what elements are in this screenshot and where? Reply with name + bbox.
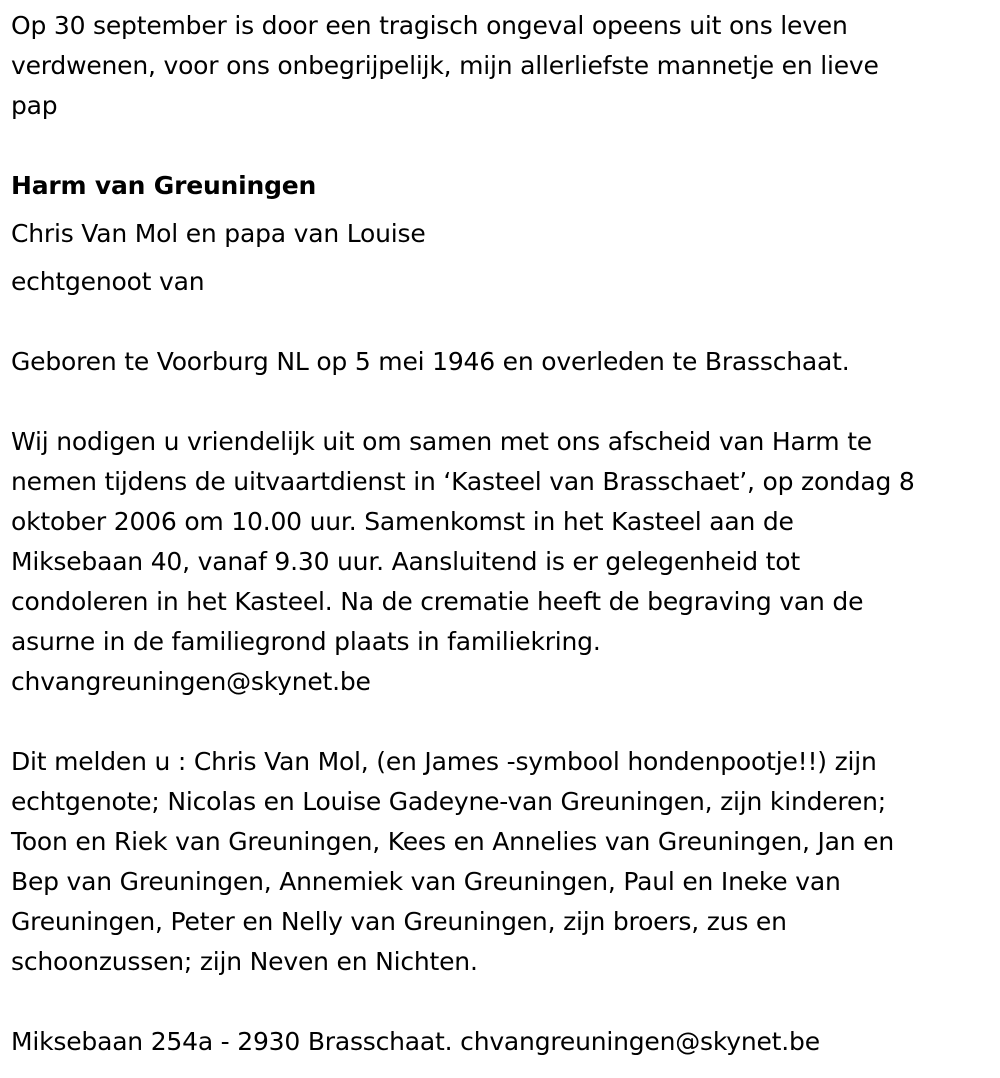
relation-line-2: echtgenoot van [11, 267, 205, 296]
invitation-line-5: condoleren in het Kasteel. Na de crematie heeft de begraving van de [11, 587, 864, 616]
family-line-5: Greuningen, Peter en Nelly van Greuningen, zijn broers, zus en [11, 907, 787, 936]
invitation-line-2: nemen tijdens de uitvaartdienst in ‘Kasteel van Brasschaet’, op zondag 8 [11, 467, 915, 496]
invitation-line-1: Wij nodigen u vriendelijk uit om samen met ons afscheid van Harm te [11, 427, 872, 456]
relation-line-1: Chris Van Mol en papa van Louise [11, 219, 426, 248]
birth-death-line: Geboren te Voorburg NL op 5 mei 1946 en overleden te Brasschaat. [11, 347, 850, 376]
family-line-3: Toon en Riek van Greuningen, Kees en Annelies van Greuningen, Jan en [11, 827, 894, 856]
family-line-4: Bep van Greuningen, Annemiek van Greuningen, Paul en Ineke van [11, 867, 841, 896]
invitation-line-6: asurne in de familiegrond plaats in familiekring. [11, 627, 601, 656]
family-line-2: echtgenote; Nicolas en Louise Gadeyne-van Greuningen, zijn kinderen; [11, 787, 887, 816]
invitation-email: chvangreuningen@skynet.be [11, 667, 371, 696]
deceased-name: Harm van Greuningen [11, 171, 317, 200]
address-line: Miksebaan 254a - 2930 Brasschaat. chvangreuningen@skynet.be [11, 1027, 820, 1056]
family-line-1: Dit melden u : Chris Van Mol, (en James -symbool hondenpootje!!) zijn [11, 747, 877, 776]
family-line-6: schoonzussen; zijn Neven en Nichten. [11, 947, 478, 976]
invitation-line-4: Miksebaan 40, vanaf 9.30 uur. Aansluitend is er gelegenheid tot [11, 547, 800, 576]
intro-line-2: verdwenen, voor ons onbegrijpelijk, mijn allerliefste mannetje en lieve [11, 51, 879, 80]
intro-line-1: Op 30 september is door een tragisch ongeval opeens uit ons leven [11, 11, 848, 40]
invitation-line-3: oktober 2006 om 10.00 uur. Samenkomst in het Kasteel aan de [11, 507, 794, 536]
intro-line-3: pap [11, 91, 58, 120]
